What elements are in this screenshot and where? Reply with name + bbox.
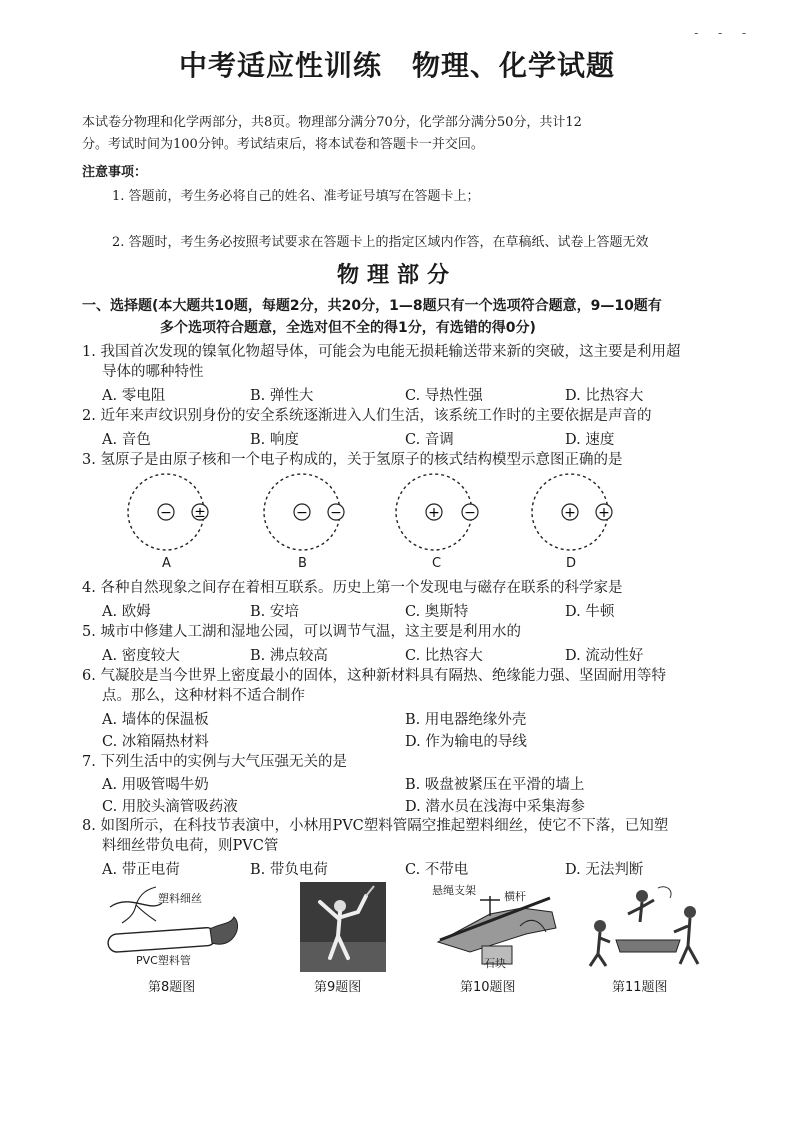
q7-option-b: B. 吸盘被紧压在平滑的墙上 [405,777,585,793]
svg-text:+: + [428,505,440,521]
q4-option-c: C. 奥斯特 [405,604,469,620]
notice-item-2: 2. 答题时，考生务必按照考试要求在答题卡上的指定区域内作答，在草稿纸、试卷上答题无效 [112,235,649,250]
q5-stem: 5. 城市中修建人工湖和湿地公园，可以调节气温，这主要是利用水的 [82,624,521,640]
figure-11-caption: 第11题图 [612,980,668,995]
corner-marks: - - - [694,26,754,40]
figure-8-label-tube: PVC塑料管 [136,954,191,967]
atom-models-figure [118,470,638,566]
q7-option-d: D. 潜水员在浅海中采集海参 [405,799,585,815]
figure-10-caption: 第10题图 [460,980,516,995]
section-instruction-2: 多个选项符合题意，全选对但不全的得1分，有选错的得0分) [160,320,536,336]
figure-10-label-support: 悬绳支架 [432,884,476,897]
section-title: 物理部分 [336,263,457,288]
q7-stem: 7. 下列生活中的实例与大气压强无关的是 [82,754,347,770]
q4-option-b: B. 安培 [250,604,299,620]
atom-label-a: A [162,556,171,571]
atom-model-b [264,474,344,550]
q4-option-a: A. 欧姆 [102,604,151,620]
q1-option-d: D. 比热容大 [565,388,644,404]
q5-option-a: A. 密度较大 [102,648,180,664]
figure-8-label-strand: 塑料细丝 [158,892,202,905]
atom-label-d: D [566,556,577,571]
svg-text:±: ± [194,505,206,521]
q1-stem-2: 导体的哪种特性 [102,364,204,380]
q6-stem-1: 6. 气凝胶是当今世界上密度最小的固体，这种新材料具有隔热、绝缘能力强、坚固耐用等特 [82,668,666,684]
q6-option-b: B. 用电器绝缘外壳 [405,712,527,728]
q5-option-b: B. 沸点较高 [250,648,328,664]
q2-option-c: C. 音调 [405,432,454,448]
q1-option-b: B. 弹性大 [250,388,314,404]
q7-option-a: A. 用吸管喝牛奶 [102,777,209,793]
q5-option-c: C. 比热容大 [405,648,483,664]
q8-option-c: C. 不带电 [405,862,469,878]
figure-10-label-stone: 石块 [484,957,506,970]
q8-stem-2: 料细丝带负电荷，则PVC管 [102,838,279,854]
figure-8-caption: 第8题图 [148,980,196,995]
q5-option-d: D. 流动性好 [565,648,644,664]
svg-text:−: − [330,505,342,521]
q4-stem: 4. 各种自然现象之间存在着相互联系。历史上第一个发现电与磁存在联系的科学家是 [82,580,623,596]
q8-option-d: D. 无法判断 [565,862,644,878]
title-part2: 物理、化学试题 [412,49,616,82]
q8-option-b: B. 带负电荷 [250,862,328,878]
atom-label-b: B [298,556,307,571]
q6-option-a: A. 墙体的保温板 [102,712,209,728]
q6-option-d: D. 作为输电的导线 [405,734,527,750]
svg-text:−: − [464,505,476,521]
q2-stem: 2. 近年来声纹识别身份的安全系统逐渐进入人们生活，该系统工作时的主要依据是声音的 [82,408,652,424]
q8-option-a: A. 带正电荷 [102,862,180,878]
section-instruction-1: 一、选择题(本大题共10题，每题2分，共20分，1—8题只有一个选项符合题意，9—10题有 [82,298,662,314]
q7-option-c: C. 用胶头滴管吸药液 [102,799,238,815]
figure-9-photo [300,882,386,972]
intro-line-1: 本试卷分物理和化学两部分，共8页。物理部分满分70分，化学部分满分50分，共计12 [82,115,582,130]
intro-line-2: 分。考试时间为100分钟。考试结束后，将本试卷和答题卡一并交回。 [82,137,484,152]
q1-option-a: A. 零电阻 [102,388,166,404]
q6-option-c: C. 冰箱隔热材料 [102,734,209,750]
notice-item-1: 1. 答题前，考生务必将自己的姓名、准考证号填写在答题卡上； [112,189,480,204]
q2-option-d: D. 速度 [565,432,615,448]
q2-option-a: A. 音色 [102,432,151,448]
title-part1: 中考适应性训练 [178,49,382,82]
q6-stem-2: 点。那么，这种材料不适合制作 [102,688,305,704]
atom-label-c: C [432,556,442,571]
atom-model-c [396,474,478,550]
q1-stem-1: 1. 我国首次发现的镍氧化物超导体，可能会为电能无损耗输送带来新的突破，这主要是利用超 [82,344,681,360]
figure-10-label-beam: 横杆 [504,890,526,903]
svg-text:+: + [598,505,610,521]
svg-text:+: + [564,505,576,521]
q8-stem-1: 8. 如图所示，在科技节表演中，小林用PVC塑料管隔空推起塑料细丝，使它不下落，已知塑 [82,818,669,834]
svg-text:−: − [160,505,172,521]
atom-model-a [128,474,208,550]
q3-stem: 3. 氢原子是由原子核和一个电子构成的，关于氢原子的核式结构模型示意图正确的是 [82,452,623,468]
figure-9-caption: 第9题图 [314,980,362,995]
notice-heading: 注意事项： [82,165,148,180]
atom-model-d [532,474,612,550]
page-title [0,44,794,84]
q4-option-d: D. 牛顿 [565,604,615,620]
q2-option-b: B. 响度 [250,432,299,448]
q1-option-c: C. 导热性强 [405,388,483,404]
svg-text:−: − [296,505,308,521]
figure-11-illustration [580,882,710,970]
